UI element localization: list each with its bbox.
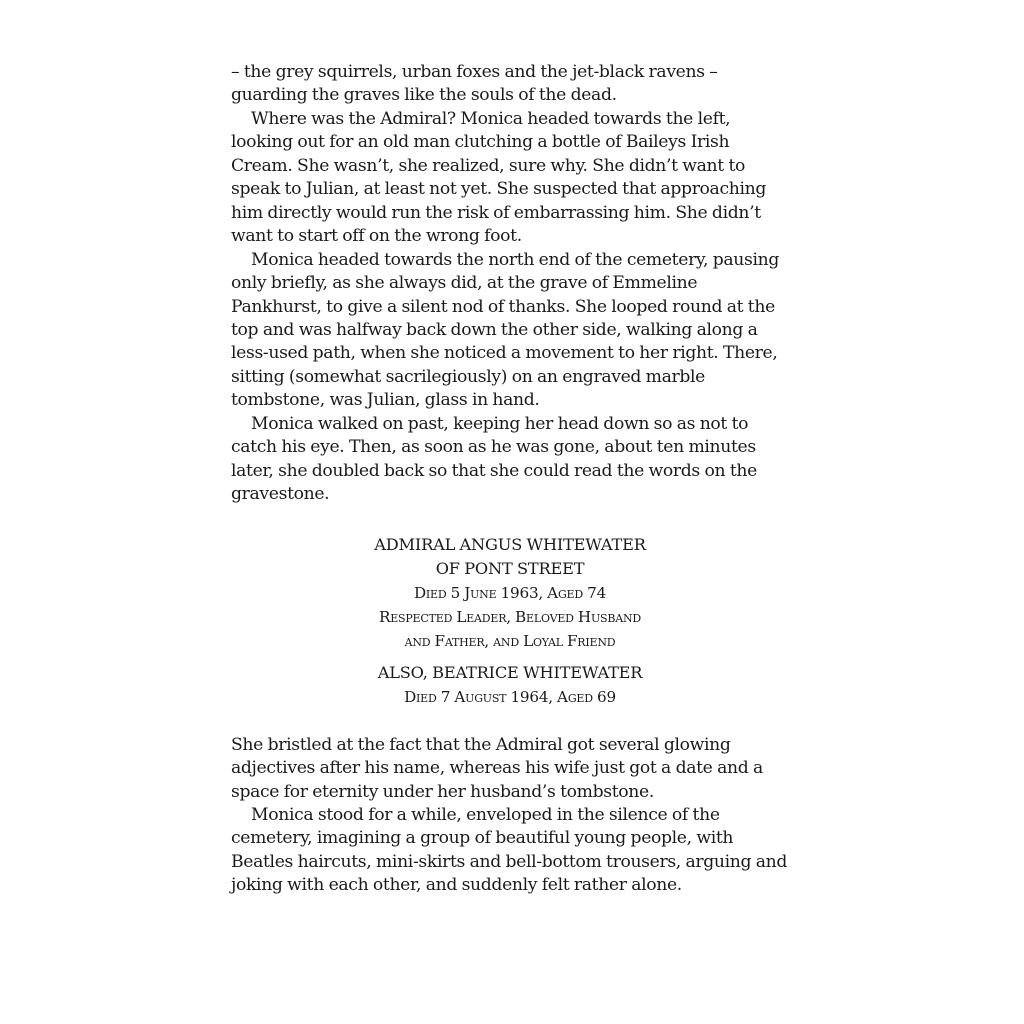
paragraph-bristled bbox=[231, 734, 791, 804]
text-line: Beatles haircuts, mini-skirts and bell-bottom trousers, arguing and bbox=[231, 851, 788, 872]
text-line: space for eternity under her husband’s tombstone. bbox=[231, 781, 654, 802]
epitaph-address: OF PONT STREET bbox=[435, 558, 585, 578]
text-line: sitting (somewhat sacrilegiously) on an engraved marble bbox=[231, 366, 705, 387]
gravestone-epitaph bbox=[231, 533, 789, 709]
paragraph-stood-for-a-while bbox=[231, 804, 791, 898]
text-line: him directly would run the risk of embarrassing him. She didn’t bbox=[231, 202, 761, 223]
text-line: top and was halfway back down the other side, walking along a bbox=[231, 319, 758, 340]
paragraph-where-was-admiral bbox=[231, 108, 791, 249]
text-line: – the grey squirrels, urban foxes and the jet-black ravens – bbox=[231, 62, 718, 82]
text-line: catch his eye. Then, as soon as he was gone, about ten minutes bbox=[231, 437, 756, 458]
text-line: only briefly, as she always did, at the grave of Emmeline bbox=[231, 273, 698, 294]
text-line: Monica headed towards the north end of the cemetery, pausing bbox=[251, 249, 779, 270]
text-line: guarding the graves like the souls of the dead. bbox=[231, 85, 617, 106]
text-line: cemetery, imagining a group of beautiful young people, with bbox=[231, 828, 734, 849]
book-page bbox=[231, 61, 791, 898]
text-line: adjectives after his name, whereas his wife just got a date and a bbox=[231, 758, 763, 779]
epitaph-also: ALSO, BEATRICE WHITEWATER bbox=[377, 662, 643, 682]
text-line: looking out for an old man clutching a bottle of Baileys Irish bbox=[231, 132, 730, 153]
text-line: less-used path, when she noticed a movement to her right. There, bbox=[231, 343, 778, 364]
paragraph-continuation bbox=[231, 61, 791, 108]
epitaph-tribute-line-1: Respected Leader, Beloved Husband bbox=[378, 607, 642, 626]
text-line: Monica walked on past, keeping her head down so as not to bbox=[251, 413, 749, 434]
text-line: Cream. She wasn’t, she realized, sure why. She didn’t want to bbox=[231, 155, 746, 176]
text-line: later, she doubled back so that she could read the words on the bbox=[231, 460, 757, 481]
text-line: Where was the Admiral? Monica headed towards the left, bbox=[251, 108, 731, 129]
paragraph-walked-past bbox=[231, 413, 791, 507]
paragraph-north-end bbox=[231, 249, 791, 413]
text-line: gravestone. bbox=[231, 484, 330, 505]
text-line: speak to Julian, at least not yet. She suspected that approaching bbox=[231, 179, 766, 200]
epitaph-name: ADMIRAL ANGUS WHITEWATER bbox=[374, 534, 646, 554]
epitaph-gap bbox=[231, 653, 789, 661]
text-line: joking with each other, and suddenly felt rather alone. bbox=[231, 875, 682, 896]
text-line: Pankhurst, to give a silent nod of thanks. She looped round at the bbox=[231, 296, 775, 317]
epitaph-tribute-line-2: and Father, and Loyal Friend bbox=[404, 631, 616, 650]
text-line: Monica stood for a while, enveloped in the silence of the bbox=[251, 804, 720, 825]
epitaph-also-died: Died 7 August 1964, Aged 69 bbox=[404, 687, 616, 706]
epitaph-died: Died 5 June 1963, Aged 74 bbox=[413, 583, 607, 602]
text-line: want to start off on the wrong foot. bbox=[231, 226, 522, 247]
text-line: tombstone, was Julian, glass in hand. bbox=[231, 390, 540, 411]
text-line: She bristled at the fact that the Admiral got several glowing bbox=[231, 734, 731, 755]
